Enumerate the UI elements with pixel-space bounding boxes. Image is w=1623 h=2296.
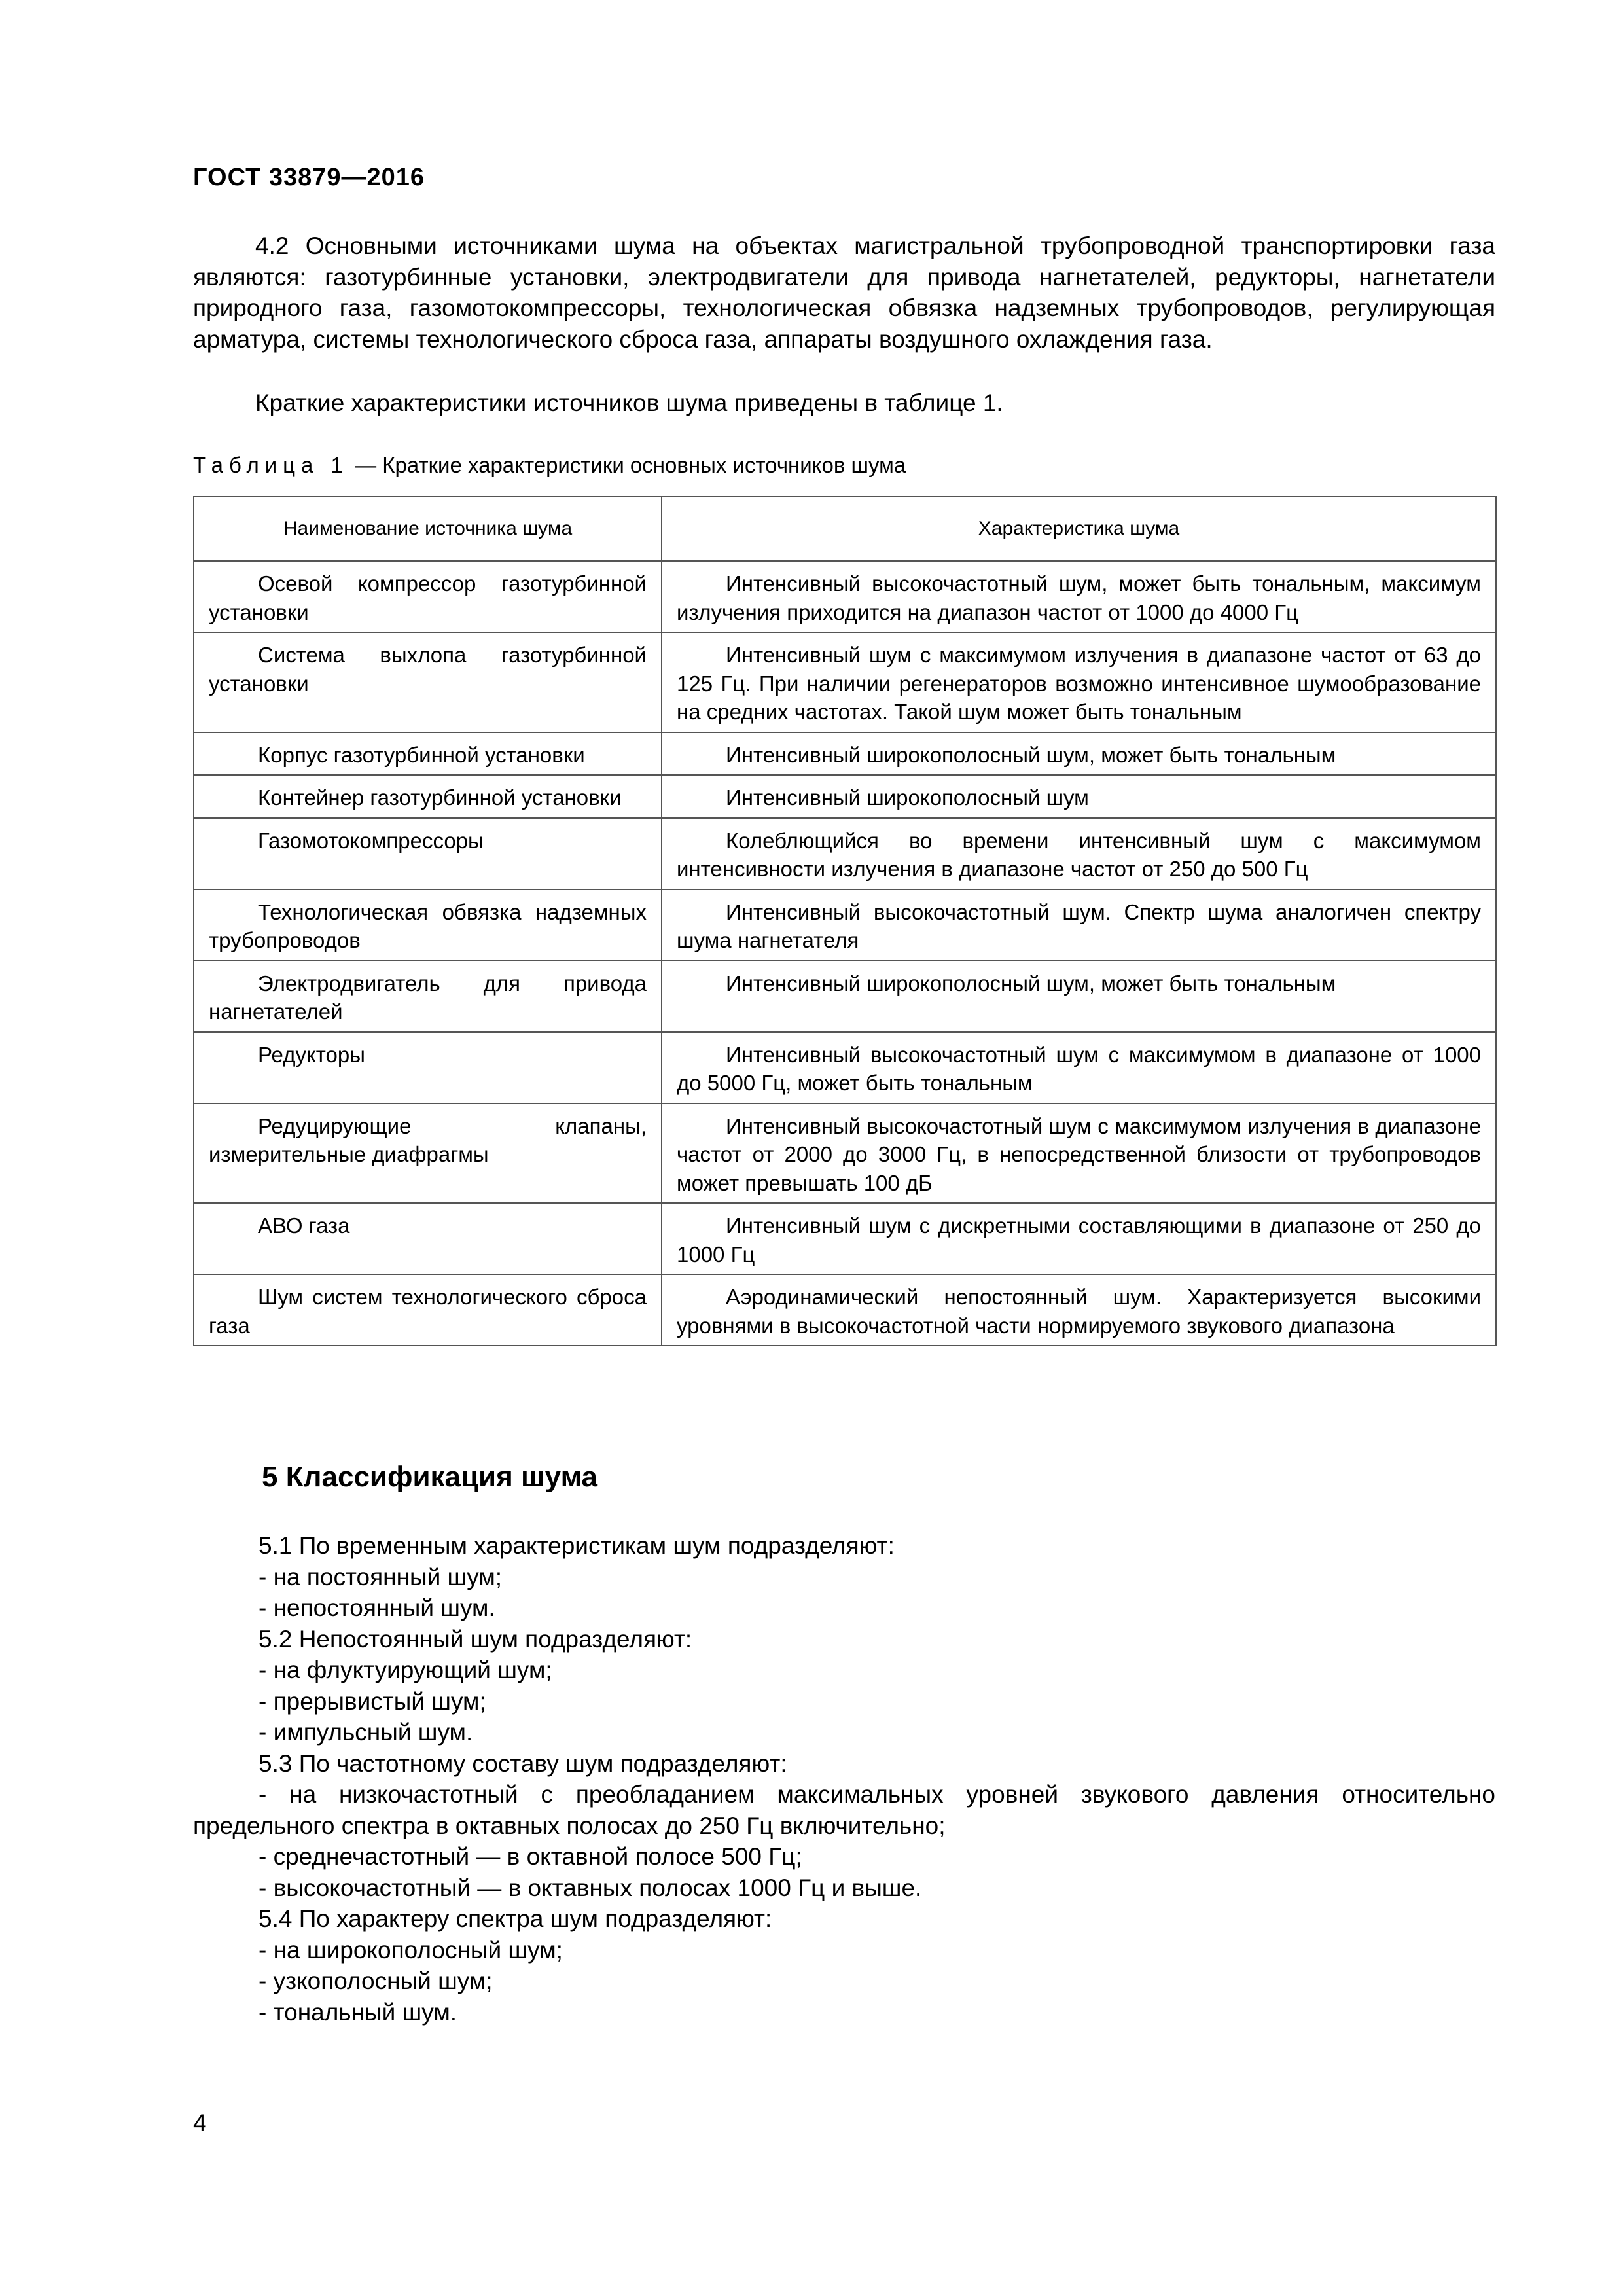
table-row bbox=[194, 561, 1496, 632]
paragraph-4-2-text: 4.2 Основными источниками шума на объектах магистральной трубопроводной транспортировки газа являются: газотурбинные установки, электродвигатели для привода нагнетателей, редукторы, нагнетатели природного газа, газомотокомпрессоры, технологическая обвязка надземных трубопроводов, регулирующая арматура, системы технологического сброса газа, аппараты воздушного охлаждения газа. bbox=[193, 232, 1495, 353]
table-cell-characteristic: Интенсивный широкополосный шум bbox=[662, 775, 1496, 818]
list-item: 5.4 По характеру спектра шум подразделяют: bbox=[259, 1905, 772, 1932]
table-cell-source: Электродвигатель для привода нагнетателей bbox=[194, 961, 662, 1032]
list-item: 5.1 По временным характеристикам шум подразделяют: bbox=[259, 1532, 895, 1559]
list-item: - на постоянный шум; bbox=[259, 1563, 503, 1590]
table-row bbox=[194, 889, 1496, 961]
table-cell-characteristic: Интенсивный высокочастотный шум. Спектр шума аналогичен спектру шума нагнетателя bbox=[662, 889, 1496, 961]
list-item: - узкополосный шум; bbox=[259, 1967, 493, 1994]
paragraph-4-2 bbox=[193, 230, 1495, 355]
table-cell-source: Система выхлопа газотурбинной установки bbox=[194, 632, 662, 732]
table-cell-source: Контейнер газотурбинной установки bbox=[194, 775, 662, 818]
table-cell-characteristic: Аэродинамический непостоянный шум. Характеризуется высокими уровнями в высокочастотной части нормируемого звукового диапазона bbox=[662, 1274, 1496, 1346]
table-header-characteristic: Характеристика шума bbox=[662, 497, 1496, 561]
table-header-source: Наименование источника шума bbox=[194, 497, 662, 561]
table-row bbox=[194, 632, 1496, 732]
list-item: - среднечастотный — в октавной полосе 500 Гц; bbox=[259, 1843, 802, 1870]
table-row bbox=[194, 732, 1496, 776]
table-cell-characteristic: Интенсивный высокочастотный шум с максимумом излучения в диапазоне частот от 2000 до 3000 Гц, в непосредственной близости от трубопроводов может превышать 100 дБ bbox=[662, 1103, 1496, 1204]
table-cell-source: АВО газа bbox=[194, 1203, 662, 1274]
table-row bbox=[194, 818, 1496, 889]
list-item: - на флуктуирующий шум; bbox=[259, 1657, 552, 1683]
list-item: - тональный шум. bbox=[259, 1998, 457, 2026]
table-row bbox=[194, 1203, 1496, 1274]
section-5-body bbox=[193, 1530, 1495, 2028]
page-number: 4 bbox=[193, 2109, 207, 2136]
table-caption bbox=[193, 453, 906, 478]
table-cell-characteristic: Колеблющийся во времени интенсивный шум с максимумом интенсивности излучения в диапазоне частот от 250 до 500 Гц bbox=[662, 818, 1496, 889]
paragraph-table-reference bbox=[193, 387, 1495, 419]
table-cell-source: Корпус газотурбинной установки bbox=[194, 732, 662, 776]
table-cell-source: Газомотокомпрессоры bbox=[194, 818, 662, 889]
table-caption-label: Таблица 1 bbox=[193, 453, 349, 477]
table-cell-characteristic: Интенсивный широкополосный шум, может быть тональным bbox=[662, 732, 1496, 776]
list-item: - непостоянный шум. bbox=[259, 1594, 495, 1621]
list-item: 5.3 По частотному составу шум подразделяют: bbox=[259, 1749, 787, 1777]
table-cell-characteristic: Интенсивный широкополосный шум, может быть тональным bbox=[662, 961, 1496, 1032]
list-item: - на широкополосный шум; bbox=[259, 1936, 563, 1964]
document-header: ГОСТ 33879—2016 bbox=[193, 164, 425, 191]
section-5-title: 5 Классификация шума bbox=[262, 1461, 598, 1493]
list-item: 5.2 Непостоянный шум подразделяют: bbox=[259, 1625, 692, 1653]
table-row bbox=[194, 775, 1496, 818]
table-cell-characteristic: Интенсивный высокочастотный шум с максимумом в диапазоне от 1000 до 5000 Гц, может быть тональным bbox=[662, 1032, 1496, 1103]
paragraph-table-reference-text: Краткие характеристики источников шума приведены в таблице 1. bbox=[255, 389, 1003, 416]
table-cell-characteristic: Интенсивный шум с дискретными составляющими в диапазоне от 250 до 1000 Гц bbox=[662, 1203, 1496, 1274]
table-row bbox=[194, 1274, 1496, 1346]
list-item: - на низкочастотный с преобладанием максимальных уровней звукового давления относительно bbox=[259, 1781, 1495, 1808]
list-item: - высокочастотный — в октавных полосах 1000 Гц и выше. bbox=[259, 1874, 922, 1901]
table-cell-characteristic: Интенсивный высокочастотный шум, может быть тональным, максимум излучения приходится на диапазон частот от 1000 до 4000 Гц bbox=[662, 561, 1496, 632]
noise-sources-table bbox=[193, 496, 1497, 1346]
table-cell-source: Технологическая обвязка надземных трубопроводов bbox=[194, 889, 662, 961]
list-item: - импульсный шум. bbox=[259, 1719, 473, 1746]
table-cell-source: Шум систем технологического сброса газа bbox=[194, 1274, 662, 1346]
list-item-continuation: предельного спектра в октавных полосах до 250 Гц включительно; bbox=[193, 1812, 946, 1839]
table-caption-text: — Краткие характеристики основных источников шума bbox=[348, 453, 906, 477]
table-cell-characteristic: Интенсивный шум с максимумом излучения в диапазоне частот от 63 до 125 Гц. При наличии регенераторов возможно интенсивное шумообразование на средних частотах. Такой шум может быть тональным bbox=[662, 632, 1496, 732]
table-row bbox=[194, 1032, 1496, 1103]
table-header-row bbox=[194, 497, 1496, 561]
table-row bbox=[194, 1103, 1496, 1204]
table-row bbox=[194, 961, 1496, 1032]
table-cell-source: Редукторы bbox=[194, 1032, 662, 1103]
list-item: - прерывистый шум; bbox=[259, 1687, 486, 1715]
table-cell-source: Осевой компрессор газотурбинной установки bbox=[194, 561, 662, 632]
table-cell-source: Редуцирующие клапаны, измерительные диафрагмы bbox=[194, 1103, 662, 1204]
